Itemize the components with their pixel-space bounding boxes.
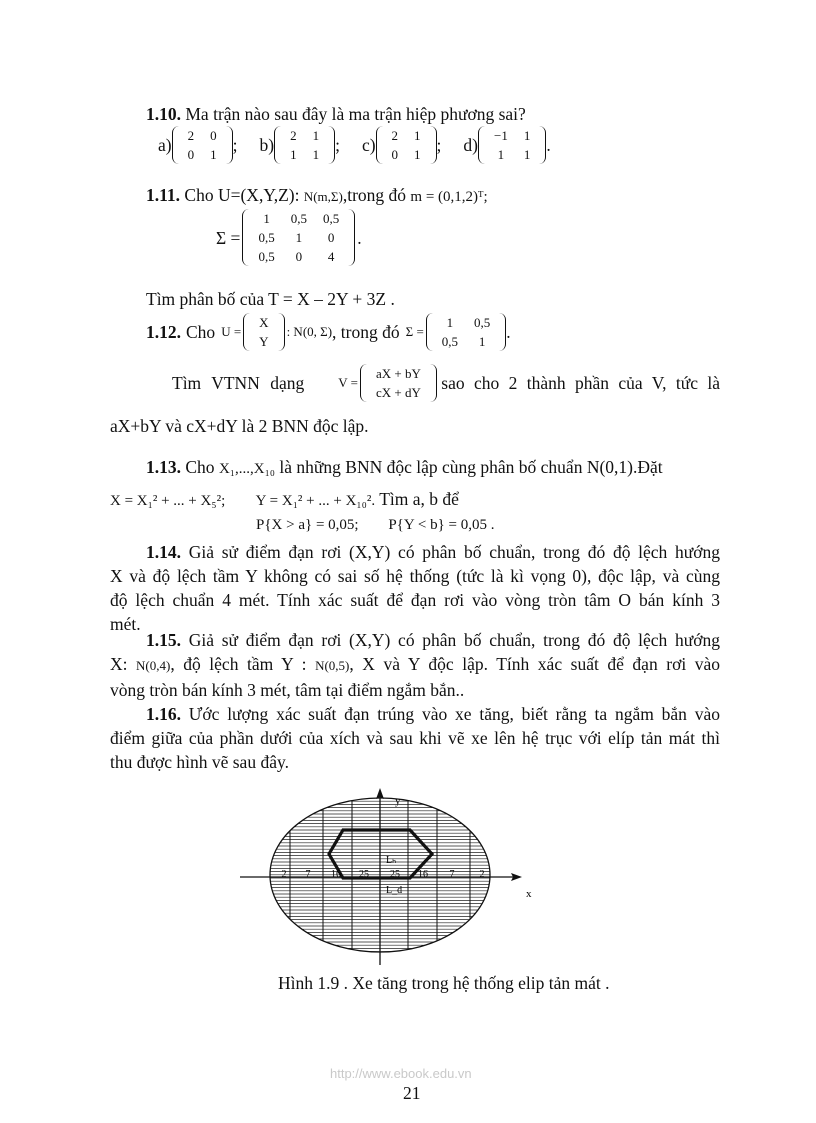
option-d bbox=[463, 126, 550, 164]
mean-vector: m = (0,1,2)ᵀ; bbox=[410, 189, 488, 205]
matrix-cell: 2 bbox=[290, 128, 297, 143]
problem-number: 1.16. bbox=[146, 704, 181, 724]
matrix-cell: 4 bbox=[327, 249, 335, 264]
matrix-cell: 1 bbox=[497, 147, 505, 162]
problem-number: 1.15. bbox=[146, 630, 181, 650]
problem-1-12-statement: 1.12. Cho U = X Y : N(0, Σ) , trong đó Σ = 1 0,5 0,5 1 . bbox=[146, 315, 511, 349]
matrix-cell: 1 bbox=[263, 211, 270, 226]
matrix-cell: 0,5 bbox=[258, 230, 275, 245]
matrix-cell: 0,5 bbox=[322, 211, 340, 226]
watermark-url: http://www.ebook.edu.vn bbox=[330, 1066, 472, 1081]
text-cho: Cho bbox=[185, 457, 215, 477]
matrix-cell: 1 bbox=[210, 147, 217, 162]
u-label: U = bbox=[221, 324, 242, 339]
cell-value-label: 25 bbox=[359, 869, 369, 880]
problem-1-10-statement bbox=[146, 102, 526, 126]
line-3: vòng tròn bán kính 3 mét, tâm tại điểm ngắm bắn.. bbox=[110, 680, 465, 700]
option-separator: ; bbox=[335, 135, 340, 155]
text-find: Tìm VTNN dạng bbox=[172, 373, 305, 393]
cell-value-label: 2 bbox=[281, 869, 287, 880]
sigma-label: Σ = bbox=[405, 324, 424, 339]
problem-1-16 bbox=[110, 702, 720, 774]
text-where: , trong đó bbox=[332, 322, 400, 342]
matrix-cell: 1 bbox=[478, 334, 486, 349]
matrix-cell: 1 bbox=[312, 128, 320, 143]
matrix-cell: 1 bbox=[414, 147, 421, 162]
text-x: X: bbox=[110, 654, 128, 674]
problem-number: 1.12. bbox=[146, 322, 181, 342]
matrix-cell: 1 bbox=[290, 147, 297, 162]
sigma-label: Σ = bbox=[216, 227, 241, 248]
lh-label: Lₕ bbox=[386, 855, 397, 866]
distribution: : N(0, Σ) bbox=[286, 324, 333, 339]
matrix-cell: X bbox=[259, 315, 269, 330]
figure-tank-ellipse bbox=[230, 780, 540, 965]
sigma-matrix bbox=[242, 209, 355, 266]
matrix-cell: 1 bbox=[446, 315, 454, 330]
text-cho: Cho bbox=[186, 322, 216, 342]
option-b bbox=[259, 126, 339, 164]
problem-number: 1.10. bbox=[146, 104, 181, 124]
cell-value-label: 7 bbox=[449, 869, 455, 880]
problem-number: 1.13. bbox=[146, 457, 181, 477]
matrix-cell: cX + dY bbox=[375, 385, 421, 400]
problem-1-11-statement bbox=[146, 183, 488, 209]
probability-y: P{Y < b} = 0,05 . bbox=[388, 517, 495, 533]
y-definition: Y = X₁² + ... + X₁₀². bbox=[255, 493, 376, 509]
matrix-cell: 0,5 bbox=[290, 211, 307, 226]
text-where: ,trong đó bbox=[342, 185, 407, 205]
matrix-cell: 1 bbox=[414, 128, 421, 143]
x-axis-label: x bbox=[526, 888, 532, 900]
matrix-cell: 2 bbox=[187, 128, 195, 143]
matrix-cell: aX + bY bbox=[375, 366, 421, 381]
option-separator: . bbox=[546, 135, 551, 155]
problem-text: là những BNN độc lập cùng phân bố chuẩn N(0,1).Đặt bbox=[279, 457, 663, 477]
line-3: thu được hình vẽ sau đây. bbox=[110, 752, 289, 772]
u-vector bbox=[243, 313, 284, 351]
option-a bbox=[158, 126, 237, 164]
option-separator: ; bbox=[436, 135, 442, 155]
text-rest: , X và Y độc lập. Tính xác suất để đạn rơi vào bbox=[349, 654, 720, 674]
problem-1-11-find: Tìm phân bố của T = X – 2Y + 3Z . bbox=[146, 289, 395, 309]
problem-1-10-options bbox=[158, 126, 551, 164]
y-axis-label: y bbox=[395, 795, 401, 807]
line-4: mét. bbox=[110, 614, 141, 634]
v-label: V = bbox=[338, 375, 358, 390]
problem-text: Cho U=(X,Y,Z): bbox=[184, 185, 300, 205]
matrix-cell: 0,5 bbox=[441, 334, 459, 349]
option-label: c) bbox=[361, 135, 376, 155]
matrix-cell: 0 bbox=[295, 249, 303, 264]
cell-value-label: 2 bbox=[479, 869, 485, 880]
matrix-cell: 0 bbox=[391, 147, 399, 162]
matrix-cell: Y bbox=[259, 334, 269, 349]
option-matrix bbox=[376, 126, 437, 164]
matrix-cell: 1 bbox=[312, 147, 320, 162]
cell-value-label: 16 bbox=[418, 869, 428, 880]
x-definition: X = X₁² + ... + X₅²; bbox=[110, 493, 226, 509]
sigma-matrix bbox=[426, 313, 507, 351]
cell-value-label: 25 bbox=[390, 869, 400, 880]
line-1: Ước lượng xác suất đạn trúng vào xe tăng, biết rằng ta ngắm bắn vào bbox=[188, 704, 720, 724]
matrix-cell: 1 bbox=[295, 230, 303, 245]
matrix-cell: 0,5 bbox=[474, 315, 491, 330]
matrix-cell: 1 bbox=[523, 128, 531, 143]
variables: X₁,...,X₁₀ bbox=[218, 461, 276, 477]
matrix-cell: 0 bbox=[327, 230, 335, 245]
dist-x: N(0,4) bbox=[136, 658, 171, 673]
option-matrix bbox=[274, 126, 335, 164]
option-label: d) bbox=[463, 135, 478, 155]
matrix-cell: −1 bbox=[494, 128, 508, 143]
matrix-cell: 0,5 bbox=[258, 249, 275, 264]
problem-1-13-statement bbox=[146, 455, 663, 481]
figure-caption: Hình 1.9 . Xe tăng trong hệ thống elip tản mát . bbox=[278, 973, 610, 993]
matrix-cell: 2 bbox=[391, 128, 399, 143]
problem-1-15 bbox=[110, 628, 720, 702]
option-c bbox=[362, 126, 441, 164]
problem-1-13-probabilities bbox=[256, 514, 495, 536]
text-find: Tìm a, b để bbox=[379, 489, 459, 509]
matrix-cell: 1 bbox=[523, 147, 531, 162]
line-3: độ lệch chuẩn 4 mét. Tính xác suất để đạn rơi vào vòng tròn tâm O bán kính 3 bbox=[110, 590, 720, 610]
line-2: điểm giữa của phần dưới của xích và sau khi vẽ xe lên hệ trục với elíp tản mát thì bbox=[110, 728, 720, 748]
problem-1-12-line3: aX+bY và cX+dY là 2 BNN độc lập. bbox=[110, 416, 369, 436]
line-2: X và độ lệch tầm Y không có sai số hệ thống (tức là kì vọng 0), độc lập, và cùng bbox=[110, 566, 720, 586]
problem-1-12-line2 bbox=[172, 364, 720, 402]
ld-label: L_d bbox=[386, 885, 403, 896]
dist-y: N(0,5) bbox=[315, 658, 350, 673]
v-vector bbox=[360, 364, 437, 402]
option-matrix bbox=[478, 126, 546, 164]
problem-text: Ma trận nào sau đây là ma trận hiệp phương sai? bbox=[185, 104, 526, 124]
text-such-that: sao cho 2 thành phần của V, tức là bbox=[441, 373, 720, 393]
option-matrix bbox=[172, 126, 233, 164]
problem-1-13-defs bbox=[110, 487, 459, 513]
text-y: , độ lệch tầm Y : bbox=[170, 654, 307, 674]
line-1: Giả sử điểm đạn rơi (X,Y) có phân bố chuẩn, trong đó độ lệch hướng bbox=[188, 542, 721, 562]
line-2 bbox=[110, 652, 720, 678]
page-number: 21 bbox=[403, 1083, 421, 1103]
option-label: b) bbox=[259, 135, 275, 155]
probability-x: P{X > a} = 0,05; bbox=[256, 517, 359, 533]
cell-value-label: 16 bbox=[331, 869, 341, 880]
distribution: N(m,Σ) bbox=[303, 189, 343, 204]
sigma-matrix-1-11: Σ = 1 0,5 0,5 0,5 1 0 0,5 0 4 . bbox=[216, 211, 362, 264]
matrix-cell: 0 bbox=[210, 128, 217, 143]
problem-1-14 bbox=[110, 540, 720, 636]
cell-value-label: 7 bbox=[305, 869, 311, 880]
problem-number: 1.11. bbox=[146, 185, 181, 205]
option-label: a) bbox=[158, 135, 172, 155]
line-1: Giả sử điểm đạn rơi (X,Y) có phân bố chuẩn, trong đó độ lệch hướng bbox=[188, 630, 721, 650]
problem-number: 1.14. bbox=[146, 542, 181, 562]
matrix-cell: 0 bbox=[187, 147, 195, 162]
option-separator: ; bbox=[232, 135, 238, 155]
